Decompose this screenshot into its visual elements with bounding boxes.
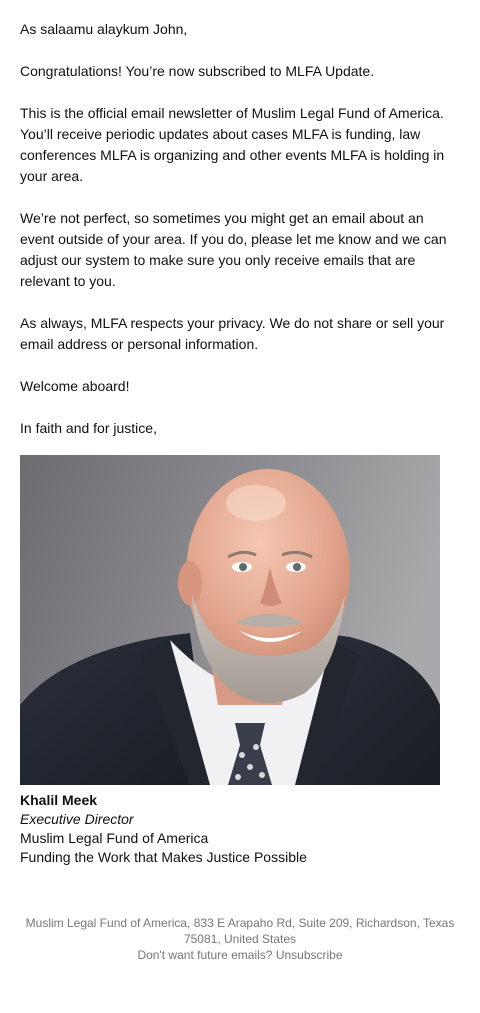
subscription-confirmation: Congratulations! You’re now subscribed to MLFA Update. — [20, 63, 375, 79]
newsletter-description: This is the official email newsletter of Muslim Legal Fund of America. You’ll receive periodic updates about cases MLFA is funding, law conferences MLFA is organizing and other events MLFA is holding in your area. — [20, 105, 445, 184]
privacy-notice: As always, MLFA respects your privacy. We do not share or sell your email address or personal information. — [20, 315, 445, 352]
greeting: As salaamu alaykum John, — [20, 21, 188, 37]
unsubscribe-link[interactable]: Unsubscribe — [275, 948, 343, 962]
area-notice: We’re not perfect, so sometimes you might get an email about an event outside of your area. If you do, please let me know and we can adjust our system to make sure you only receive emails that are relevant to you. — [20, 210, 447, 289]
signature-tagline: Funding the Work that Makes Justice Possible — [20, 849, 307, 865]
footer-unsubscribe-prompt: Don't want future emails? — [137, 948, 273, 962]
portrait-photo — [20, 455, 440, 785]
email-footer — [20, 915, 460, 963]
welcome-line: Welcome aboard! — [20, 378, 130, 394]
footer-address: Muslim Legal Fund of America, 833 E Arapaho Rd, Suite 209, Richardson, Texas 75081, United States — [25, 916, 455, 946]
footer-unsubscribe-line — [24, 947, 456, 963]
signature-block — [20, 791, 460, 867]
signature-title: Executive Director — [20, 811, 134, 827]
signature-name: Khalil Meek — [20, 792, 98, 808]
closing-line: In faith and for justice, — [20, 420, 157, 436]
signature-organization: Muslim Legal Fund of America — [20, 830, 209, 846]
